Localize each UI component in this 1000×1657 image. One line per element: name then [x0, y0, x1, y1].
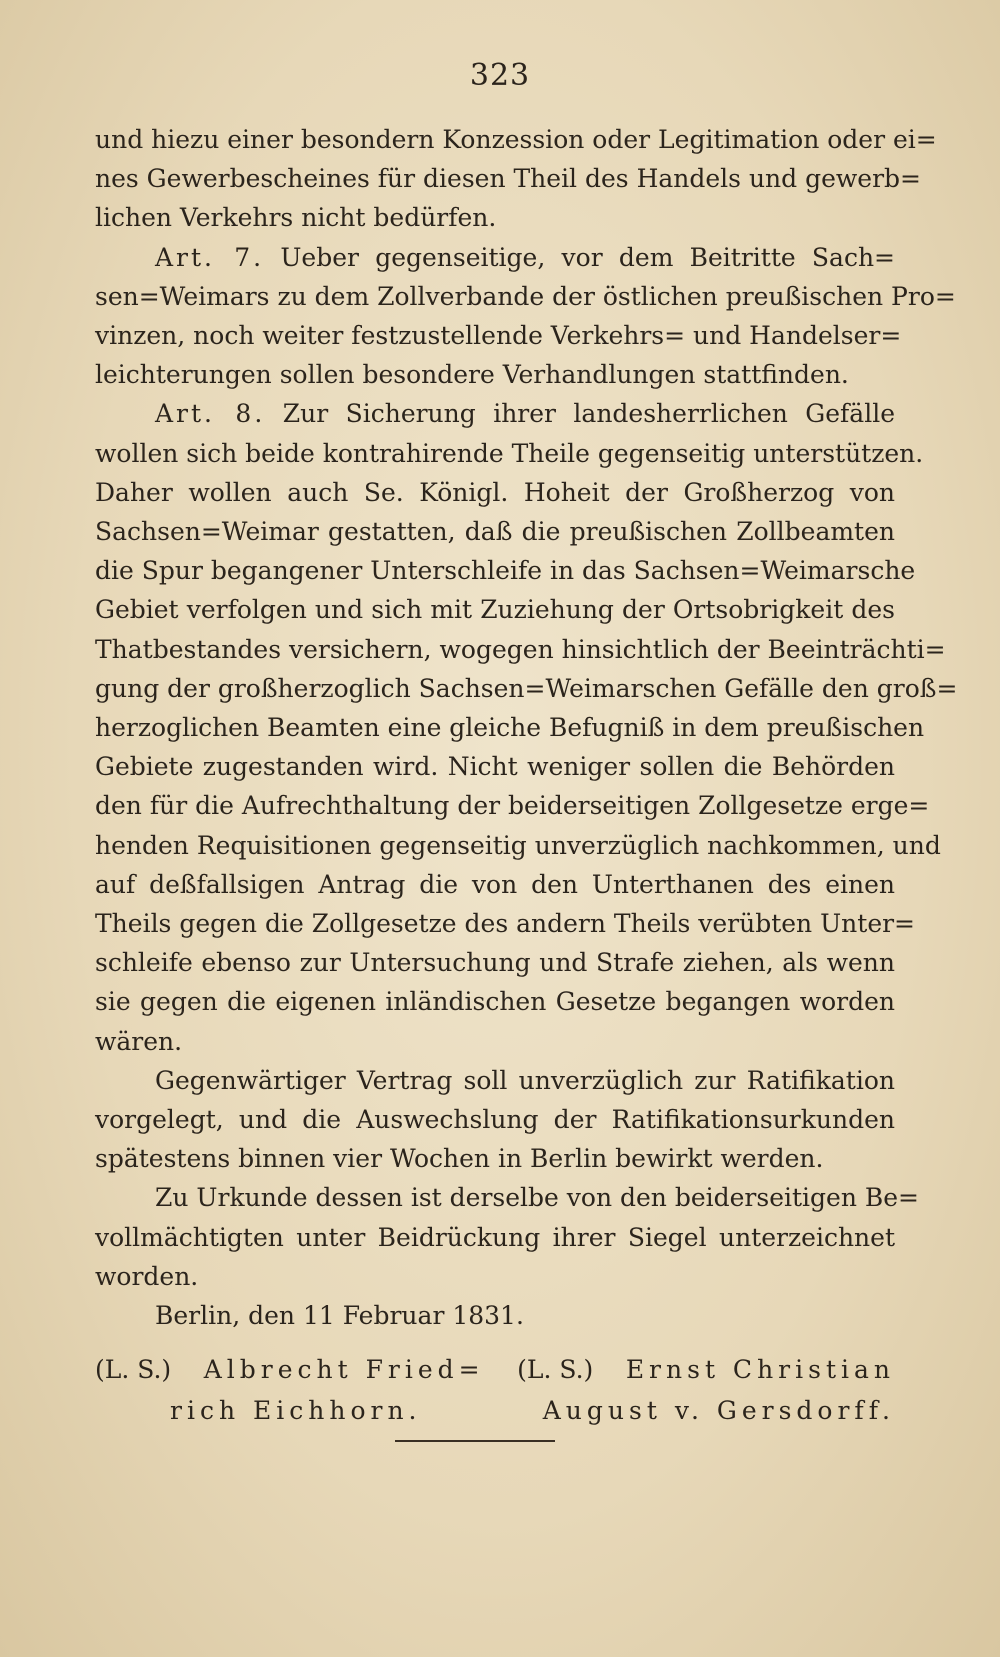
text-line: lichen Verkehrs nicht bedürfen. — [95, 203, 497, 233]
text-line: Gebiet verfolgen und sich mit Zuziehung der Ortsobrigkeit des — [95, 595, 895, 625]
article-8 — [95, 394, 958, 1060]
ratification-paragraph — [95, 1061, 895, 1179]
text-line: Gegenwärtiger Vertrag soll unverzüglich zur Ratifikation — [155, 1065, 895, 1095]
closing-rule — [395, 1440, 555, 1442]
text-line: Thatbestandes versichern, wogegen hinsichtlich der Beeinträchti= — [95, 634, 946, 664]
text-line: Gebiete zugestanden wird. Nicht weniger sollen die Behörden — [95, 752, 895, 782]
text-line: Sachsen=Weimar gestatten, daß die preußischen Zollbeamten — [95, 517, 895, 547]
article-7 — [95, 238, 956, 395]
text-line-content: Zur Sicherung ihrer landesherrlichen Gefälle — [282, 399, 895, 429]
text-line: auf deßfallsigen Antrag die von den Unterthanen des einen — [95, 869, 895, 899]
signatory-right-name-continued: August v. Gersdorff. — [542, 1396, 895, 1425]
text-line: vinzen, noch weiter festzustellende Verkehrs= und Handelser= — [95, 321, 902, 351]
date-line — [95, 1296, 895, 1335]
text-line: die Spur begangener Unterschleife in das Sachsen=Weimarsche — [95, 556, 916, 586]
article-label: Art. 7. — [155, 242, 265, 272]
text-line: und hiezu einer besondern Konzession oder Legitimation oder ei= — [95, 125, 937, 154]
signatory-left-name: Albrecht Fried= — [203, 1355, 485, 1384]
text-line: sen=Weimars zu dem Zollverbande der östlichen preußischen Pro= — [95, 281, 956, 311]
attestation-paragraph — [95, 1178, 920, 1296]
seal-mark-right: (L. S.) — [517, 1355, 594, 1384]
text-line: wären. — [95, 1026, 183, 1056]
signatory-right-name: Ernst Christian — [625, 1355, 895, 1384]
text-line: Theils gegen die Zollgesetze des andern Theils verübten Unter= — [95, 909, 916, 939]
seal-mark-left: (L. S.) — [95, 1355, 172, 1384]
text-line-content: Ueber gegenseitige, vor dem Beitritte Sach= — [280, 242, 895, 272]
text-line: schleife ebenso zur Untersuchung und Strafe ziehen, als wenn — [95, 948, 895, 978]
text-line: sie gegen die eigenen inländischen Gesetze begangen worden — [95, 987, 895, 1017]
text-line: vorgelegt, und die Auswechslung der Ratifikationsurkunden — [95, 1105, 895, 1135]
body-text — [95, 120, 958, 1335]
text-line: nes Gewerbescheines für diesen Theil des Handels und gewerb= — [95, 164, 922, 194]
text-line: Zu Urkunde dessen ist derselbe von den beiderseitigen Be= — [155, 1183, 920, 1213]
text-line: henden Requisitionen gegenseitig unverzüglich nachkommen, und — [95, 830, 941, 860]
text-line — [95, 394, 895, 433]
signature-row-2 — [95, 1390, 895, 1431]
article-label: Art. 8. — [155, 399, 266, 429]
text-line: wollen sich beide kontrahirende Theile gegenseitig unterstützen. — [95, 438, 924, 468]
text-line: vollmächtigten unter Beidrückung ihrer Siegel unterzeichnet — [95, 1222, 895, 1252]
text-line: herzoglichen Beamten eine gleiche Befugniß in dem preußischen — [95, 713, 925, 743]
text-line: Berlin, den 11 Februar 1831. — [155, 1301, 524, 1331]
signatory-left-name-continued: rich Eichhorn. — [170, 1396, 422, 1425]
paragraph-continuation — [95, 120, 937, 238]
page-number: 323 — [469, 58, 531, 93]
text-line: leichterungen sollen besondere Verhandlungen stattfinden. — [95, 360, 849, 390]
signature-block — [95, 1349, 895, 1431]
text-line: spätestens binnen vier Wochen in Berlin bewirkt werden. — [95, 1144, 824, 1174]
text-line: den für die Aufrechthaltung der beiderseitigen Zollgesetze erge= — [95, 791, 930, 821]
signature-row-1 — [95, 1349, 895, 1390]
text-line: worden. — [95, 1261, 199, 1291]
text-line: gung der großherzoglich Sachsen=Weimarschen Gefälle den groß= — [95, 673, 958, 703]
text-line — [95, 238, 895, 277]
text-line: Daher wollen auch Se. Königl. Hoheit der Großherzog von — [95, 477, 895, 507]
